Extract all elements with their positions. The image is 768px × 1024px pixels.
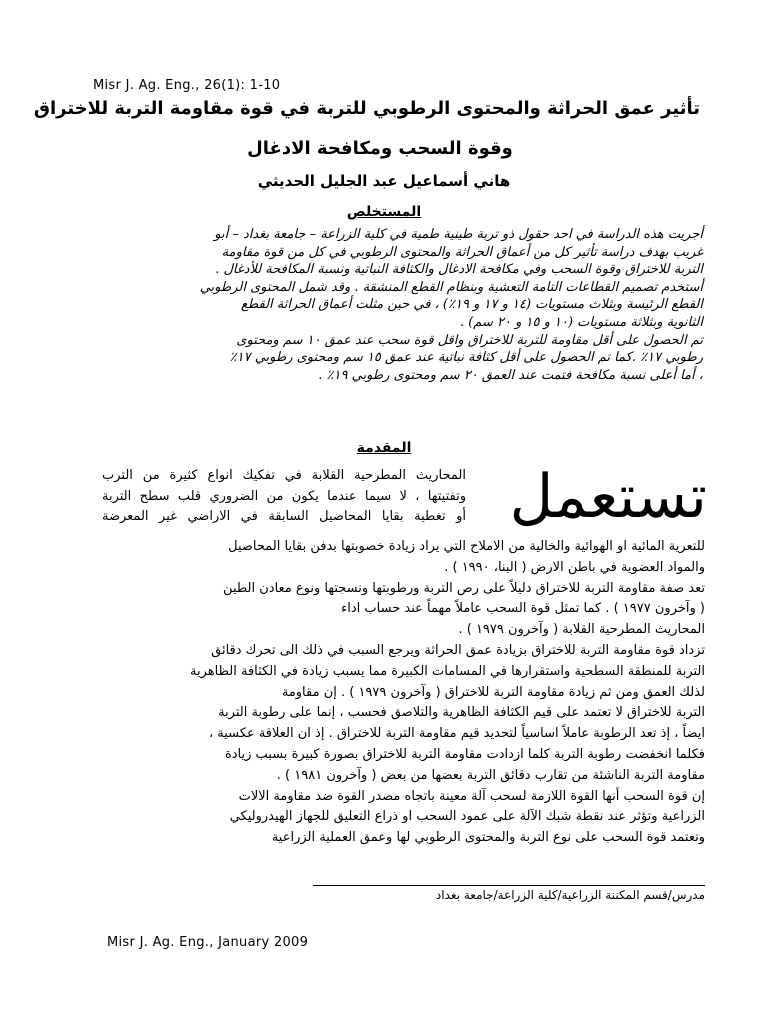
abstract-body: [108, 226, 703, 384]
body-line: ( وآخرون ١٩٧٧ ) . كما تمثل قوة السحب عاملاً مهماً عند حساب اداء: [341, 601, 705, 617]
abstract-line: رطوبي ١٧٪ .كما تم الحصول على أقل كثافة نباتية عند عمق ١٥ سم ومحتوى رطوبي ١٧٪: [229, 350, 703, 366]
introduction-opening: [102, 466, 466, 528]
abstract-line: أستخدم تصميم القطاعات التامة التعشية وبنظام القطع المنشقة . وقد شمل المحتوى الرطوبي: [199, 279, 703, 295]
body-line: لذلك العمق ومن ثم زيادة مقاومة التربة للاختراق ( وآخرون ١٩٧٩ ) . إن مقاومة: [281, 684, 705, 700]
body-line: مقاومة التربة الناشئة من تقارب دقائق التربة بعضها من بعض ( وآخرون ١٩٨١ ) .: [276, 767, 705, 783]
body-line: وتعتمد قوة السحب على نوع التربة والمحتوى الرطوبي لها وعمق العملية الزراعية: [271, 830, 705, 846]
body-line: للتعرية المائية او الهوائية والخالية من الاملاح التي يراد زيادة خصوبتها بدفن بقايا المحاصيل: [228, 539, 705, 554]
footnote-divider: [313, 885, 705, 886]
abstract-line: أجريت هذه الدراسة في احد حقول ذو تربة طينية طمية في كلية الزراعة – جامعة بغداد – أبو: [214, 227, 703, 242]
abstract-heading: المستخلص: [346, 204, 422, 220]
body-line: التربة للاختراق لا تعتمد على قيم الكثافة الظاهرية والتلاصق فحسب ، إنما على رطوبة التربة: [218, 705, 705, 721]
author-affiliation-footnote: مدرس/قسم المكننة الزراعية/كلية الزراعة/جامعة بغداد: [435, 888, 705, 902]
journal-citation: Misr J. Ag. Eng., 26(1): 1-10: [93, 78, 281, 93]
body-line: والمواد العضوية في باطن الارض ( البنا، ١٩٩٠ ) .: [444, 559, 705, 575]
body-line: تزداد قوة مقاومة التربة للاختراق بزيادة عمق الحراثة ويرجع السبب في ذلك الى تحرك دقائق: [211, 642, 705, 658]
body-line: إن قوة السحب أنها القوة اللازمة لسحب آلة معينة باتجاه مصدر القوة ضد مقاومة الالات: [238, 788, 705, 804]
journal-footer: Misr J. Ag. Eng., January 2009: [107, 935, 309, 950]
abstract-line: تم الحصول على أقل مقاومة للتربة للاختراق واقل قوة سحب عند عمق ١٠ سم ومحتوى: [236, 332, 703, 348]
abstract-line: ، أما أعلى نسبة مكافحة فتمت عند العمق ٢٠ سم ومحتوى رطوبي ١٩٪ .: [318, 367, 703, 383]
abstract-line: القطع الرئيسة وبثلاث مستويات (١٤ و ١٧ و ١٩٪) ، في حين مثلت أعماق الحراثة القطع: [240, 297, 703, 313]
abstract-line: الثانوية وبثلاثة مستويات (١٠ و ١٥ و ٢٠ سم) .: [459, 314, 703, 330]
introduction-body: [102, 537, 705, 849]
introduction-heading: المقدمة: [356, 440, 412, 456]
author-name: هاني أسماعيل عبد الجليل الحديثي: [257, 172, 511, 190]
body-line: أو تغطية بقايا المحاصيل السابقة في الاراضي غير المعرضة: [102, 509, 466, 524]
body-line: المحاريث المطرحية القلابة ( وآخرون ١٩٧٩ ) .: [458, 622, 705, 638]
paper-title-line-1: تأثير عمق الحراثة والمحتوى الرطوبي للتربة في قوة مقاومة التربة للاختراق: [33, 98, 700, 119]
body-line: تعد صفة مقاومة التربة للاختراق دليلاً على رص التربة ورطوبتها ونسجتها ونوع معادن الطين: [223, 580, 705, 596]
body-line: المحاريث المطرحية القلابة في تفكيك انواع كثيرة من الترب: [102, 468, 466, 483]
body-line: الزراعية وتؤثر عند نقطة شبك الآلة على عمود السحب او ذراع التعليق للجهاز الهيدروليكي: [229, 809, 705, 825]
body-line: فكلما انخفضت رطوبة التربة كلما ازدادت مقاومة التربة للاختراق بصورة كبيرة بسبب زيادة: [224, 746, 705, 762]
drop-cap-word: تستعمل: [509, 462, 707, 532]
body-line: ايضاً ، إذ تعد الرطوبة عاملاً اساسياً لتحديد قيم مقاومة التربة للاختراق . إذ ان العلاقة عكسية ،: [208, 726, 705, 742]
abstract-line: غريب بهدف دراسة تأثير كل من أعماق الحراثة والمحتوى الرطوبي في كل من قوة مقاومة: [221, 244, 703, 260]
abstract-line: التربة للاختراق وقوة السحب وفي مكافحة الادغال والكثافة النباتية ونسبة المكافحة للأدغال .: [215, 262, 703, 278]
body-line: التربة للمنطقة السطحية واستقرارها في المسامات الكبيرة مما يسبب زيادة في الكثافة الظاهرية: [190, 663, 705, 679]
paper-title-line-2: وقوة السحب ومكافحة الادغال: [247, 138, 513, 159]
body-line: وتفتيتها ، لا سيما عندما يكون من الضروري قلب سطح التربة: [102, 488, 466, 504]
